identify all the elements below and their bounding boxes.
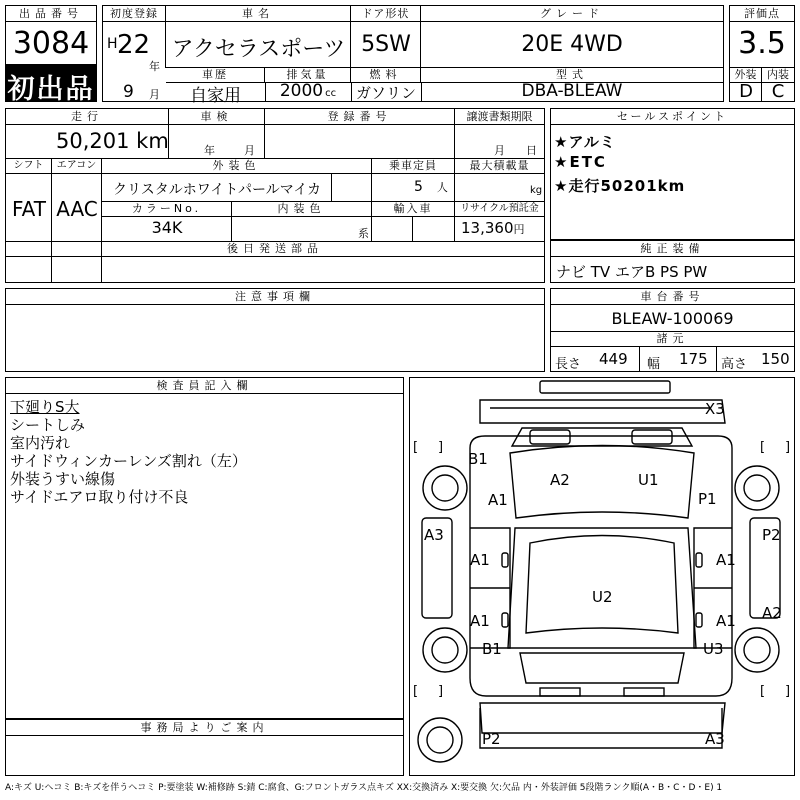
displacement-label: 排気量 bbox=[265, 67, 351, 83]
sales-points-block bbox=[550, 108, 795, 240]
interior-grade: C bbox=[771, 81, 785, 102]
office-block bbox=[5, 719, 404, 776]
inspection-label: 車検 bbox=[169, 109, 265, 125]
score-label: 評価点 bbox=[730, 6, 794, 22]
height: 150 bbox=[761, 350, 790, 368]
fuel: ガソリン bbox=[355, 84, 416, 102]
width-label: 幅 bbox=[647, 357, 661, 372]
mark-right-rear-door: A1 bbox=[716, 612, 736, 630]
length: 449 bbox=[599, 350, 628, 368]
sales-point-3: ★走行50201km bbox=[554, 177, 686, 195]
month-unit: 月 bbox=[149, 88, 160, 101]
import-label: 輸入車 bbox=[372, 201, 455, 217]
mark-left-front-a: A1 bbox=[488, 491, 508, 509]
mark-left-rocker: A3 bbox=[424, 526, 444, 544]
load-label: 最大積載量 bbox=[455, 158, 544, 174]
equipment-block bbox=[550, 240, 795, 283]
equipment-label: 純正装備 bbox=[551, 241, 794, 257]
mark-front-bumper: X3 bbox=[705, 400, 725, 418]
inspector-line-2: シートしみ bbox=[10, 416, 86, 434]
score-block bbox=[729, 5, 795, 102]
inspector-line-6: サイドエアロ取り付け不良 bbox=[10, 488, 189, 506]
inspector-line-1: 下廻りS大 bbox=[10, 398, 80, 416]
shift: FAT bbox=[11, 197, 46, 221]
inspector-line-5: 外装うすい線傷 bbox=[10, 470, 116, 488]
reg-year: 22 bbox=[117, 30, 151, 60]
transfer-month-unit: 月 bbox=[494, 144, 505, 157]
interior-label: 内装 bbox=[762, 67, 794, 83]
exterior-grade: D bbox=[739, 81, 753, 102]
color-no: 34K bbox=[151, 218, 183, 237]
car-name-label: 車名 bbox=[166, 6, 351, 22]
plate-label: 登録番号 bbox=[265, 109, 455, 125]
car-name: アクセラスポーツ bbox=[171, 37, 346, 62]
model: DBA-BLEAW bbox=[521, 81, 623, 101]
insp-month-unit: 月 bbox=[244, 144, 255, 157]
mark-windshield-left: A2 bbox=[550, 471, 570, 489]
transfer-day-unit: 日 bbox=[526, 144, 537, 157]
mark-left-rear-door: A1 bbox=[470, 612, 490, 630]
shift-label: シフト bbox=[6, 158, 52, 174]
displacement: 2000 cc bbox=[279, 81, 337, 101]
recycle-label: リサイクル預託金 bbox=[455, 201, 544, 217]
ac: AAC bbox=[56, 197, 98, 221]
chassis-label: 車台番号 bbox=[551, 289, 794, 305]
grade: 20E 4WD bbox=[521, 32, 623, 57]
mark-right-rear-fender: U3 bbox=[703, 640, 724, 658]
fuel-label: 燃料 bbox=[351, 67, 421, 83]
notes-block bbox=[5, 288, 545, 372]
mileage-label: 走行 bbox=[6, 109, 169, 125]
inspector-block bbox=[5, 377, 404, 719]
door-type: 5SW bbox=[361, 32, 411, 57]
exterior-label: 外装 bbox=[730, 67, 762, 83]
reg-month: 9 bbox=[123, 82, 134, 102]
insp-year-unit: 年 bbox=[204, 144, 215, 157]
legend: A:キズ U:ヘコミ B:キズを伴うヘコミ P:要塗装 W:補修跡 S:錆 C:腐食、G:フロントガラス点キズ XX:交換済み X:要交換 欠:欠品 内・外装評価 5段階ランク順(A・B・C・D・E) 1 bbox=[5, 783, 723, 793]
office-label: 事務局よりご案内 bbox=[6, 720, 403, 736]
dimensions-label: 諸元 bbox=[551, 331, 794, 347]
chassis-block bbox=[550, 288, 795, 372]
mark-rear-bumper-right: A3 bbox=[705, 730, 725, 748]
int-color-unit: 系 bbox=[358, 227, 369, 240]
car-diagram: X3 B1 A2 U1 A1 P1 A3 A1 A1 P2 U2 A1 A1 A2 B1 U3 P2 A3 [ ] [ ] [ ] [ ] bbox=[409, 377, 795, 776]
history: 自家用 bbox=[190, 86, 241, 106]
capacity-label: 乗車定員 bbox=[372, 158, 455, 174]
mark-roof-front: U1 bbox=[638, 471, 659, 489]
color-label: 外装色 bbox=[102, 158, 372, 174]
lot-number: 3084 bbox=[12, 26, 90, 61]
car-outline bbox=[410, 378, 794, 775]
mark-front-left-fender: B1 bbox=[468, 450, 488, 468]
inspector-label: 検査員記入欄 bbox=[6, 378, 403, 394]
notes-label: 注意事項欄 bbox=[6, 289, 544, 305]
recycle-fee: 13,360円 bbox=[461, 219, 525, 237]
lot-box bbox=[5, 5, 97, 65]
door-label: ドア形状 bbox=[351, 6, 421, 22]
history-label: 車歴 bbox=[166, 67, 265, 83]
length-label: 長さ bbox=[555, 357, 582, 372]
mark-roof: U2 bbox=[592, 588, 613, 606]
int-color-label: 内装色 bbox=[232, 201, 372, 217]
mark-right-rocker: P2 bbox=[762, 526, 781, 544]
year-unit: 年 bbox=[149, 60, 160, 73]
reg-label: 初度登録 bbox=[103, 6, 166, 22]
score: 3.5 bbox=[738, 26, 786, 61]
mark-left-rear-fender: B1 bbox=[482, 640, 502, 658]
height-label: 高さ bbox=[721, 357, 748, 372]
later-parts-label: 後日発送部品 bbox=[6, 241, 544, 257]
header-block bbox=[102, 5, 724, 106]
model-label: 型式 bbox=[421, 67, 723, 83]
sales-point-1: ★アルミ bbox=[554, 133, 616, 151]
color-no-label: カラーNo. bbox=[102, 201, 232, 217]
chassis-number: BLEAW-100069 bbox=[611, 309, 734, 328]
mark-right-rocker-rear: A2 bbox=[762, 604, 782, 622]
sales-point-2: ★ETC bbox=[554, 153, 607, 171]
first-listing-badge: 初出品 bbox=[5, 65, 97, 102]
mileage: 50,201 km bbox=[56, 129, 169, 153]
lot-label: 出品番号 bbox=[6, 6, 96, 22]
load-unit: kg bbox=[530, 185, 543, 196]
transfer-label: 譲渡書類期限 bbox=[455, 109, 544, 125]
sales-points-label: セールスポイント bbox=[551, 109, 794, 125]
equipment: ナビ TV エアB PS PW bbox=[556, 263, 708, 281]
mark-left-front-door: A1 bbox=[470, 551, 490, 569]
grade-label: グレード bbox=[421, 6, 723, 22]
exterior-color: クリスタルホワイトパールマイカ bbox=[112, 182, 322, 198]
specs-block bbox=[5, 108, 545, 283]
ac-label: エアコン bbox=[52, 158, 102, 174]
capacity: 5 人 bbox=[414, 179, 448, 195]
mark-rear-bumper-left: P2 bbox=[482, 730, 501, 748]
width: 175 bbox=[679, 350, 708, 368]
inspector-line-3: 室内汚れ bbox=[10, 434, 71, 452]
inspector-line-4: サイドウィンカーレンズ割れ（左） bbox=[10, 452, 247, 470]
era: H bbox=[107, 36, 118, 52]
mark-right-front-door: A1 bbox=[716, 551, 736, 569]
mark-right-front-fender: P1 bbox=[698, 490, 717, 508]
